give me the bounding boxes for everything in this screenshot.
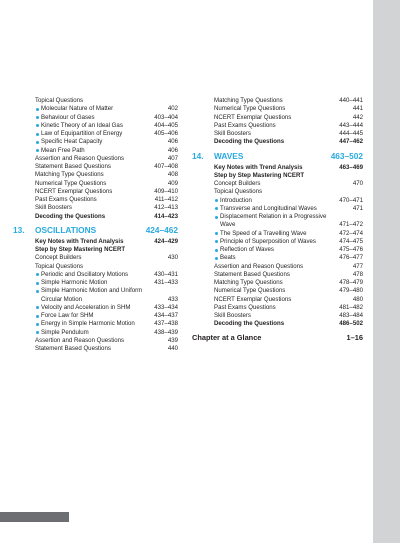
toc-entry-pages: 479–480 [339, 287, 363, 295]
toc-list [192, 164, 363, 329]
toc-entry-label: Statement Based Questions [214, 270, 290, 278]
toc-entry[interactable] [192, 105, 363, 113]
footer-bar [0, 512, 69, 522]
toc-entry[interactable] [13, 97, 178, 105]
toc-list [13, 97, 178, 221]
chapter-pages: 463–502 [330, 150, 363, 161]
chapter-number: 13. [13, 224, 25, 235]
toc-entry-label: Skill Boosters [35, 204, 72, 212]
toc-entry-label: Step by Step Mastering NCERT [35, 246, 126, 253]
toc-entry-label: Energy in Simple Harmonic Motion [13, 320, 135, 328]
toc-entry-label: Beats [192, 254, 236, 262]
toc-entry-label: Specific Heat Capacity [13, 138, 102, 146]
toc-entry-pages: 411–412 [154, 196, 178, 203]
toc-entry[interactable] [192, 271, 363, 279]
toc-entry-label: Simple Harmonic Motion [13, 279, 107, 287]
toc-entry-label: NCERT Exemplar Questions [214, 113, 292, 121]
toc-entry-pages: 406 [167, 138, 178, 146]
toc-entry-label: Concept Builders [214, 180, 261, 187]
toc-left-column [13, 97, 178, 353]
toc-entry[interactable] [192, 263, 363, 271]
toc-entry[interactable] [192, 188, 363, 196]
toc-entry-label: Matching Type Questions [214, 279, 283, 286]
toc-entry[interactable] [13, 238, 178, 246]
toc-entry-pages: 447–462 [339, 138, 363, 146]
toc-entry-pages: 478 [352, 270, 363, 278]
toc-entry-label: Numerical Type Questions [214, 287, 286, 295]
toc-entry-label: Statement Based Questions [35, 345, 111, 352]
toc-entry[interactable] [13, 254, 178, 262]
toc-entry-label: Numerical Type Questions [35, 179, 107, 187]
toc-entry-pages: 407 [167, 154, 178, 162]
toc-entry-label: Step by Step Mastering NCERT [214, 171, 305, 179]
toc-entry-label: Kinetic Theory of an Ideal Gas [13, 122, 123, 130]
toc-entry-pages: 442 [352, 113, 363, 121]
toc-entry[interactable] [13, 304, 178, 312]
toc-entry[interactable] [192, 312, 363, 320]
toc-entry-pages: 440 [167, 345, 178, 352]
toc-entry[interactable] [192, 130, 363, 138]
toc-entry-label: Skill Boosters [214, 312, 251, 319]
toc-entry-pages: 471–472 [339, 221, 363, 229]
toc-entry-pages: 431–433 [154, 279, 178, 286]
toc-entry[interactable] [13, 204, 178, 212]
page-edge-strip [373, 0, 400, 543]
chapter-number: 14. [192, 150, 204, 161]
toc-entry-label: Assertion and Reason Questions [35, 154, 125, 162]
toc-entry[interactable] [13, 180, 178, 188]
toc-entry-pages: 433–434 [154, 303, 178, 311]
toc-entry-pages: 471 [352, 204, 363, 212]
toc-entry-label: Law of Equipartition of Energy [13, 130, 122, 138]
toc-entry-label: Topical Questions [35, 262, 84, 270]
toc-entry-label: NCERT Exemplar Questions [214, 295, 292, 303]
toc-entry[interactable] [192, 320, 363, 328]
toc-entry-label: Velocity and Acceleration in SHM [13, 304, 130, 312]
toc-entry-pages: 481–482 [339, 303, 363, 311]
toc-entry-label: Assertion and Reason Questions [35, 336, 125, 344]
toc-entry-pages: 414–423 [154, 212, 178, 220]
toc-entry[interactable] [13, 320, 178, 328]
chapter-heading-oscillations[interactable] [13, 225, 178, 236]
toc-entry-label: Reflection of Waves [192, 246, 274, 254]
toc-entry[interactable] [13, 246, 178, 254]
toc-entry-label: Decoding the Questions [214, 138, 285, 146]
toc-entry-pages: 412–413 [154, 204, 178, 212]
toc-entry-label: Circular Motion [41, 295, 82, 303]
toc-entry[interactable] [13, 279, 178, 287]
toc-entry-label: Past Exams Questions [214, 121, 276, 129]
toc-entry[interactable] [192, 97, 363, 105]
toc-entry-pages: 409–410 [154, 187, 178, 195]
toc-entry-label: Key Notes with Trend Analysis [35, 237, 124, 245]
toc-entry[interactable] [192, 172, 363, 180]
toc-entry-pages: 430 [167, 254, 178, 262]
chapter-pages: 424–462 [145, 224, 178, 235]
toc-entry-label: Matching Type Questions [214, 97, 283, 104]
toc-entry-label: Matching Type Questions [35, 171, 104, 179]
toc-entry-pages: 474–475 [339, 237, 363, 245]
toc-entry[interactable] [13, 171, 178, 179]
glance-pages: 1–16 [346, 332, 363, 342]
toc-entry-pages: 441 [352, 105, 363, 113]
chapter-heading-waves[interactable] [192, 151, 363, 162]
toc-right-column [192, 97, 363, 343]
toc-entry[interactable] [13, 196, 178, 204]
toc-entry-pages: 486–502 [339, 320, 363, 328]
toc-entry[interactable] [13, 263, 178, 271]
toc-entry[interactable] [192, 230, 363, 238]
toc-entry-label: Mean Free Path [13, 147, 85, 155]
toc-entry[interactable] [192, 287, 363, 295]
toc-entry-label: Behaviour of Gases [13, 114, 95, 122]
toc-entry[interactable] [192, 213, 363, 230]
toc-entry[interactable] [192, 238, 363, 246]
toc-entry-label: Principle of Superposition of Waves [192, 238, 316, 246]
toc-entry-label: Assertion and Reason Questions [214, 262, 304, 270]
toc-entry-pages: 402 [167, 105, 178, 113]
toc-entry[interactable] [13, 105, 178, 113]
toc-entry[interactable] [192, 138, 363, 146]
toc-entry-label: Force Law for SHM [13, 312, 94, 320]
toc-list [192, 97, 363, 147]
toc-entry-pages: 430–431 [154, 270, 178, 278]
toc-entry-pages: 476–477 [339, 254, 363, 262]
toc-entry-pages: 424–429 [154, 237, 178, 245]
chapter-title: WAVES [214, 150, 244, 161]
toc-entry[interactable] [13, 163, 178, 171]
toc-entry-pages: 407–408 [154, 163, 178, 170]
toc-entry[interactable] [13, 188, 178, 196]
toc-entry-label: Topical Questions [214, 188, 263, 196]
toc-entry-pages: 404–405 [154, 121, 178, 129]
toc-entry[interactable] [13, 155, 178, 163]
toc-entry[interactable] [13, 122, 178, 130]
toc-entry[interactable] [192, 205, 363, 213]
toc-entry-label: Key Notes with Trend Analysis [214, 163, 303, 171]
glance-label: Chapter at a Glance [192, 332, 262, 342]
toc-entry[interactable] [13, 329, 178, 337]
toc-entry-label: Concept Builders [35, 254, 82, 262]
toc-entry-pages: 440–441 [339, 97, 363, 104]
chapter-title: OSCILLATIONS [35, 224, 97, 235]
toc-entry[interactable] [13, 271, 178, 279]
toc-entry[interactable] [13, 130, 178, 138]
toc-entry-label: Displacement Relation in a Progressive Wave [192, 213, 338, 230]
toc-entry-pages: 477 [352, 262, 363, 270]
toc-entry-label: NCERT Exemplar Questions [35, 187, 113, 195]
toc-entry-pages: 483–484 [339, 312, 363, 319]
toc-entry[interactable] [13, 213, 178, 221]
toc-entry-label: Simple Harmonic Motion and Uniform [13, 287, 142, 295]
toc-entry[interactable] [192, 197, 363, 205]
toc-entry[interactable] [192, 164, 363, 172]
toc-entry-label: Skill Boosters [214, 130, 251, 137]
toc-entry-pages: 444–445 [339, 130, 363, 137]
toc-entry[interactable] [192, 254, 363, 262]
toc-entry-pages: 470–471 [339, 196, 363, 204]
toc-entry-pages: 438–439 [154, 328, 178, 336]
toc-entry-label: Statement Based Questions [35, 163, 111, 170]
toc-list [13, 238, 178, 354]
toc-entry-pages: 408 [167, 171, 178, 179]
toc-entry[interactable] [13, 114, 178, 122]
toc-entry-label: Simple Pendulum [13, 329, 89, 337]
toc-entry[interactable] [13, 337, 178, 345]
toc-entry-pages: 433 [167, 295, 178, 303]
toc-entry-pages: 480 [352, 295, 363, 303]
toc-entry[interactable] [13, 345, 178, 353]
toc-entry-label: Transverse and Longitudinal Waves [192, 205, 317, 213]
toc-entry-pages: 463–469 [339, 163, 363, 171]
toc-entry[interactable] [13, 147, 178, 155]
toc-entry-pages: 443–444 [339, 121, 363, 129]
toc-entry-pages: 406 [167, 146, 178, 154]
toc-entry-label: Decoding the Questions [35, 212, 106, 220]
toc-entry[interactable] [192, 279, 363, 287]
toc-entry[interactable] [13, 312, 178, 320]
toc-entry-pages: 409 [167, 179, 178, 187]
toc-entry-label: Past Exams Questions [35, 196, 97, 203]
toc-entry-pages: 439 [167, 336, 178, 344]
toc-entry[interactable] [13, 287, 178, 295]
toc-entry-pages: 405–406 [154, 130, 178, 137]
toc-entry-label: Topical Questions [35, 97, 84, 104]
chapter-at-a-glance[interactable] [192, 333, 363, 343]
toc-entry[interactable] [192, 296, 363, 304]
toc-entry-label: Introduction [192, 197, 252, 205]
toc-entry-label: Numerical Type Questions [214, 105, 286, 113]
toc-entry-label: The Speed of a Travelling Wave [192, 230, 307, 238]
toc-entry[interactable] [192, 180, 363, 188]
toc-entry-label: Periodic and Oscillatory Motions [13, 271, 128, 279]
toc-entry-pages: 470 [352, 180, 363, 187]
toc-entry[interactable] [13, 138, 178, 146]
toc-entry-pages: 478–479 [339, 279, 363, 286]
toc-entry-pages: 472–474 [339, 229, 363, 237]
toc-entry[interactable] [192, 304, 363, 312]
toc-entry-label: Decoding the Questions [214, 320, 285, 328]
toc-entry[interactable] [192, 246, 363, 254]
toc-entry[interactable] [192, 114, 363, 122]
toc-entry-pages: 475–476 [339, 246, 363, 253]
toc-entry-label: Molecular Nature of Matter [13, 105, 113, 113]
toc-entry[interactable] [192, 122, 363, 130]
toc-entry-pages: 434–437 [154, 312, 178, 319]
toc-entry-pages: 437–438 [154, 320, 178, 328]
toc-entry-label: Past Exams Questions [214, 303, 276, 311]
toc-entry[interactable] [13, 296, 178, 304]
toc-entry-pages: 403–404 [154, 113, 178, 121]
